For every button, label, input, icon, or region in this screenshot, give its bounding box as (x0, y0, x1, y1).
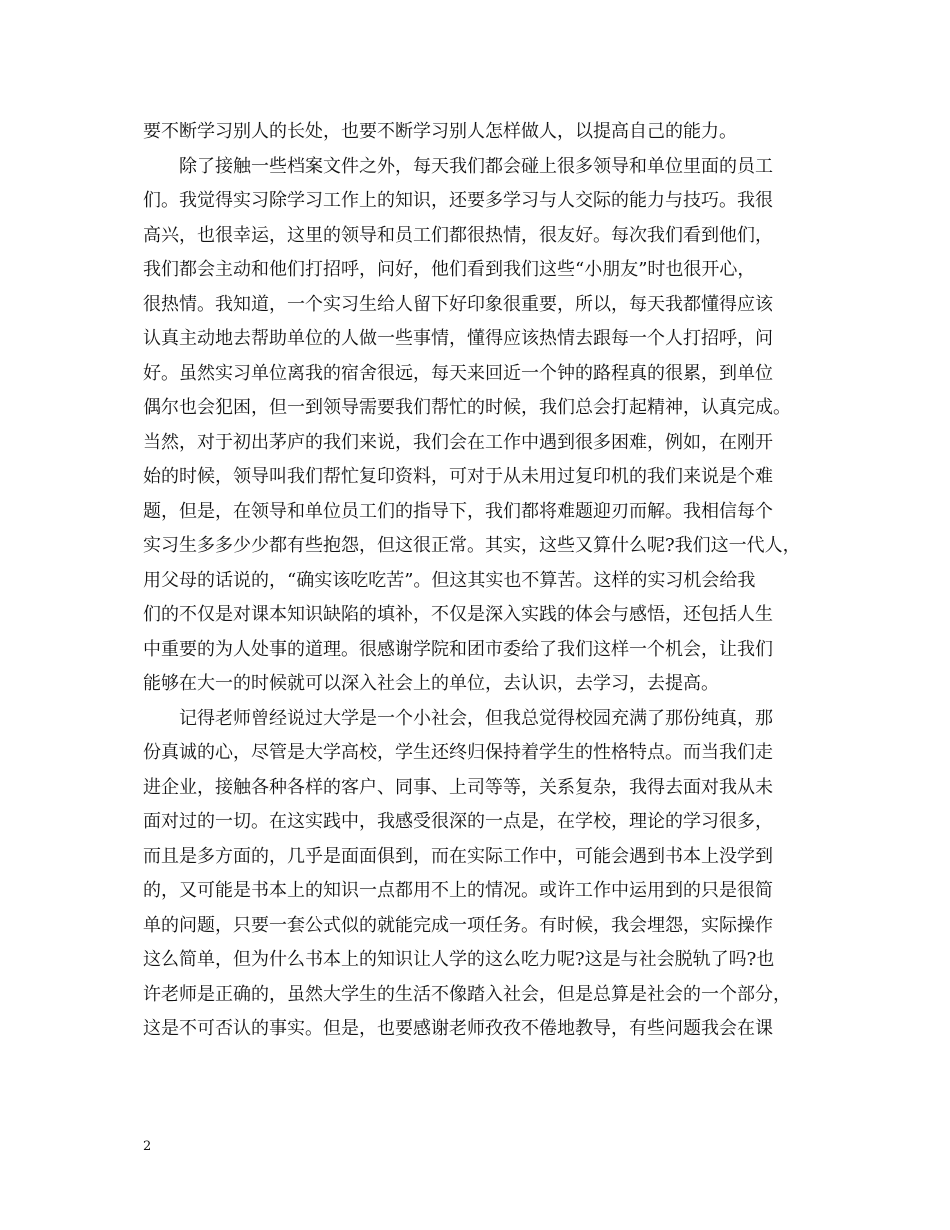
text-line: 实习生多多少少都有些抱怨，但这很正常。其实，这些又算什么呢?我们这一代人， (143, 535, 801, 556)
text-line: 的，又可能是书本上的知识一点都用不上的情况。或许工作中运用到的只是很简 (143, 880, 773, 901)
text-line: 要不断学习别人的长处，也要不断学习别人怎样做人，以提高自己的能力。 (143, 121, 737, 142)
text-line: 认真主动地去帮助单位的人做一些事情，懂得应该热情去跟每一个人打招呼，问 (143, 328, 773, 349)
text-line: 始的时候，领导叫我们帮忙复印资料，可对于从未用过复印机的我们来说是个难 (143, 466, 773, 487)
text-line: 许老师是正确的，虽然大学生的生活不像踏入社会，但是总算是社会的一个部分， (143, 983, 791, 1005)
text-line: 们。我觉得实习除学习工作上的知识，还要多学习与人交际的能力与技巧。我很 (143, 190, 773, 211)
text-line: 面对过的一切。在这实践中，我感受很深的一点是，在学校，理论的学习很多， (143, 811, 773, 832)
text-line: 们的不仅是对课本知识缺陷的填补，不仅是深入实践的体会与感悟，还包括人生 (143, 604, 773, 625)
text-line: 很热情。我知道，一个实习生给人留下好印象很重要，所以，每天我都懂得应该 (143, 293, 773, 315)
text-line: 单的问题，只要一套公式似的就能完成一项任务。有时候，我会埋怨，实际操作 (143, 914, 773, 936)
text-line: 用父母的话说的，“确实该吃吃苦”。但这其实也不算苦。这样的实习机会给我 (143, 569, 756, 591)
text-line: 记得老师曾经说过大学是一个小社会，但我总觉得校园充满了那份纯真，那 (143, 707, 773, 729)
body-text (143, 115, 833, 1047)
text-line: 除了接触一些档案文件之外，每天我们都会碰上很多领导和单位里面的员工 (143, 155, 773, 177)
text-line: 进企业，接触各种各样的客户、同事、上司等等，关系复杂，我得去面对我从未 (143, 776, 773, 798)
text-line: 好。虽然实习单位离我的宿舍很远，每天来回近一个钟的路程真的很累，到单位 (143, 362, 773, 384)
page-number: 2 (143, 1139, 152, 1154)
text-line: 高兴，也很幸运，这里的领导和员工们都很热情，很友好。每次我们看到他们， (143, 224, 773, 246)
text-line: 偶尔也会犯困，但一到领导需要我们帮忙的时候，我们总会打起精神，认真完成。 (143, 397, 791, 418)
text-line: 我们都会主动和他们打招呼，问好，他们看到我们这些“小朋友”时也很开心， (143, 259, 756, 280)
text-line: 当然，对于初出茅庐的我们来说，我们会在工作中遇到很多困难，例如，在刚开 (143, 431, 773, 453)
text-line: 这是不可否认的事实。但是，也要感谢老师孜孜不倦地教导，有些问题我会在课 (143, 1018, 773, 1039)
text-line: 这么简单，但为什么书本上的知识让人学的这么吃力呢?这是与社会脱轨了吗?也 (143, 949, 775, 970)
text-line: 份真诚的心，尽管是大学高校，学生还终归保持着学生的性格特点。而当我们走 (143, 742, 773, 763)
text-line: 中重要的为人处事的道理。很感谢学院和团市委给了我们这样一个机会，让我们 (143, 638, 773, 660)
text-line: 能够在大一的时候就可以深入社会上的单位，去认识，去学习，去提高。 (143, 673, 719, 694)
text-line: 题，但是，在领导和单位员工们的指导下，我们都将难题迎刃而解。我相信每个 (143, 500, 773, 522)
text-line: 而且是多方面的，几乎是面面俱到，而在实际工作中，可能会遇到书本上没学到 (143, 845, 773, 867)
